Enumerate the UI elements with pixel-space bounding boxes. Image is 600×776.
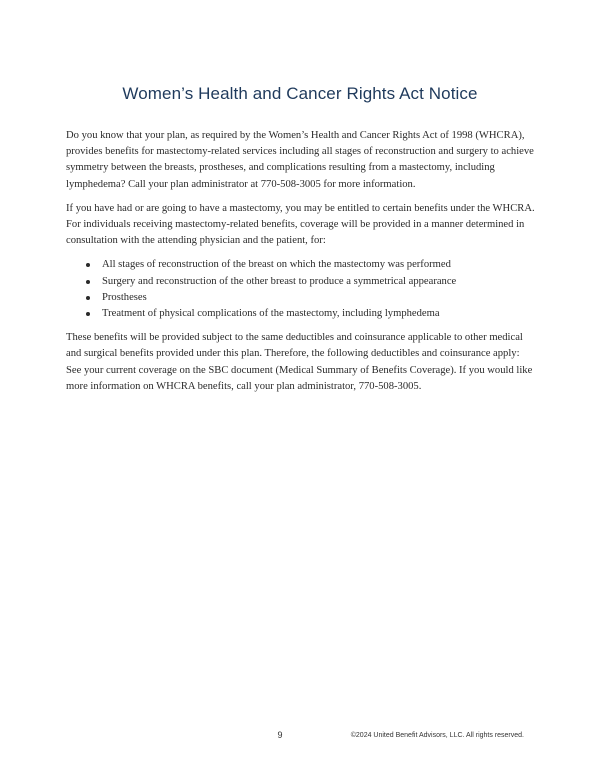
list-item-text: Prostheses bbox=[102, 291, 147, 303]
copyright-notice: ©2024 United Benefit Advisors, LLC. All rights reserved. bbox=[350, 732, 524, 739]
paragraph-entitlement: If you have had or are going to have a mastectomy, you may be entitled to certain benefits under the WHCRA. For individuals receiving mastectomy-related benefits, coverage will be provided in a manner determined in consultation with the attending physician and the patient, for: bbox=[66, 202, 535, 247]
benefits-list bbox=[66, 257, 536, 322]
list-item bbox=[102, 306, 536, 322]
list-item bbox=[102, 274, 536, 290]
bullet-icon bbox=[86, 280, 90, 284]
page-number: 9 bbox=[277, 730, 283, 740]
bullet-icon bbox=[86, 296, 90, 300]
page-title: Women’s Health and Cancer Rights Act Notice bbox=[122, 84, 478, 103]
document-body bbox=[66, 128, 536, 403]
list-item bbox=[102, 290, 536, 306]
bullet-icon bbox=[86, 263, 90, 267]
list-item bbox=[102, 257, 536, 273]
paragraph-intro: Do you know that your plan, as required by the Women’s Health and Cancer Rights Act of 1998 (WHCRA), provides benefits for mastectomy-related services including all stages of reconstruction and surgery to achieve symmetry between the breasts, prostheses, and complications resulting from a mastectomy, including lymphedema? Call your plan administrator at 770-508-3005 for more information. bbox=[66, 130, 534, 190]
bullet-icon bbox=[86, 312, 90, 316]
paragraph-deductibles: These benefits will be provided subject to the same deductibles and coinsurance applicable to other medical and surgical benefits provided under this plan. Therefore, the following deductibles and coinsurance apply: See your current coverage on the SBC document (Medical Summary of Benefits Coverage). If you would like more information on WHCRA benefits, call your plan administrator, 770-508-3005. bbox=[66, 332, 533, 392]
list-item-text: Surgery and reconstruction of the other breast to produce a symmetrical appearance bbox=[102, 275, 457, 287]
list-item-text: All stages of reconstruction of the breast on which the mastectomy was performed bbox=[102, 259, 451, 271]
list-item-text: Treatment of physical complications of the mastectomy, including lymphedema bbox=[102, 308, 440, 320]
